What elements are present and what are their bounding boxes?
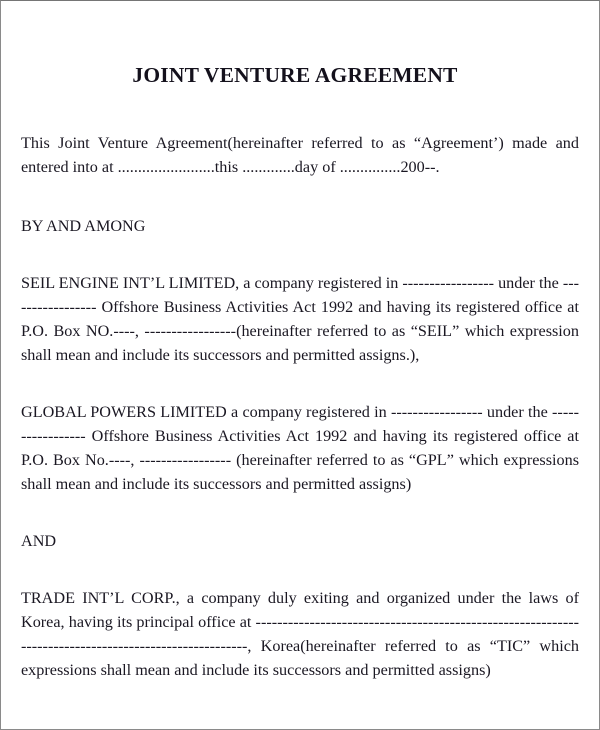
paragraph-party-seil: SEIL ENGINE INT’L LIMITED, a company registered in ----------------- under the ----------------- Offshore Business Activities Act 1992 and having its registered office at P.O. Box NO.----, -----------------(hereinafter referred to as “SEIL” which expression shall mean and include its successors and permitted assigns.), xyxy=(21,273,579,364)
page-title: JOINT VENTURE AGREEMENT xyxy=(132,63,458,87)
heading-and: AND xyxy=(21,531,57,550)
heading-by-and-among: BY AND AMONG xyxy=(21,216,146,235)
document-body xyxy=(21,1,579,682)
paper-surface xyxy=(1,1,599,722)
paragraph-intro: This Joint Venture Agreement(hereinafter referred to as “Agreement’) made and entered into at ........................this .............day of ...............200--. xyxy=(21,133,579,176)
paragraph-party-gpl: GLOBAL POWERS LIMITED a company registered in ----------------- under the ----------------- Offshore Business Activities Act 1992 and having its registered office at P.O. Box No.----, ----------------- (hereinafter referred to as “GPL” which expressions shall mean and include its successors and permitted assigns) xyxy=(21,402,579,493)
paragraph-party-tic: TRADE INT’L CORP., a company duly exiting and organized under the laws of Korea, having its principal office at ------------------------------------------------------------------------------------------------------, Korea(hereinafter referred to as “TIC” which expressions shall mean and include its successors and permitted assigns) xyxy=(21,588,579,679)
